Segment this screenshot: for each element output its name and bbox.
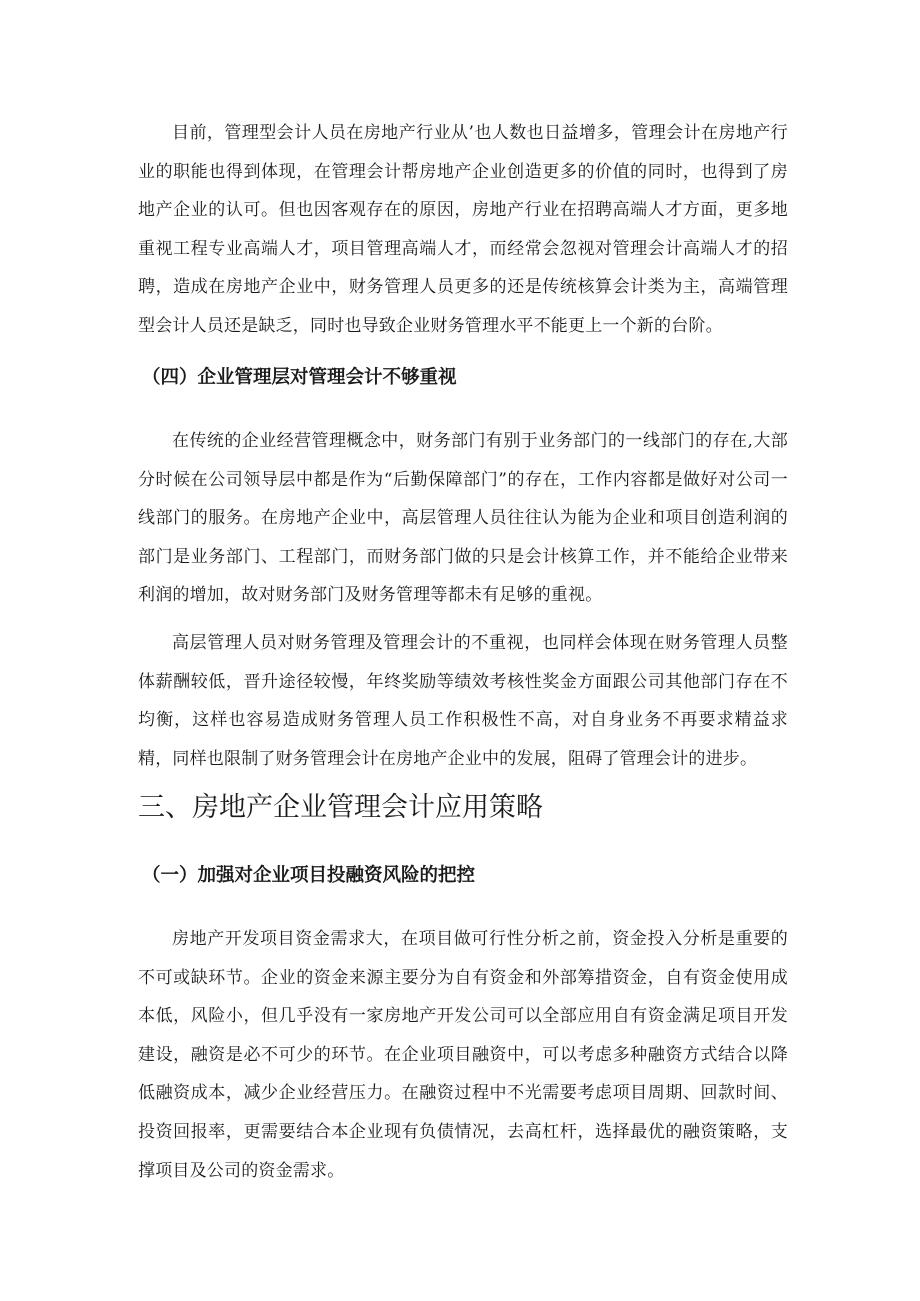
paragraph-traditional-concept: 在传统的企业经营管理概念中，财务部门有别于业务部门的一线部门的存在,大部分时候在公司领导层中都是作为“后勤保障部门”的存在，工作内容都是做好对公司一线部门的服务。在房地产企业中，高层管理人员往往认为能为企业和项目创造利润的部门是业务部门、工程部门，而财务部门做的只是会计核算工作，并不能给企业带来利润的增加，故对财务部门及财务管理等都未有足够的重视。 <box>138 431 788 606</box>
section-heading-strategies: 三、房地产企业管理会计应用策略 <box>138 792 543 823</box>
paragraph-talent-shortage: 目前，管理型会计人员在房地产行业从’也人数也日益增多，管理会计在房地产行业的职能也得到体现，在管理会计帮房地产企业创造更多的价值的同时，也得到了房地产企业的认可。但也因客观存在的原因，房地产行业在招聘高端人才方面，更多地重视工程专业高端人才，项目管理高端人才，而经常会忽视对管理会计高端人才的招聘，造成在房地产企业中，财务管理人员更多的还是传统核算会计类为主，高端管理型会计人员还是缺乏，同时也导致企业财务管理水平不能更上一个新的台阶。 <box>138 123 788 336</box>
subheading-financing-risk: （一）加强对企业项目投融资风险的把控 <box>142 865 476 886</box>
subheading-management-neglect: （四）企业管理层对管理会计不够重视 <box>142 367 457 388</box>
paragraph-low-salary: 高层管理人员对财务管理及管理会计的不重视，也同样会体现在财务管理人员整体薪酬较低，晋升途径较慢，年终奖励等绩效考核性奖金方面跟公司其他部门存在不均衡，这样也容易造成财务管理人员工作积极性不高，对自身业务不再要求精益求精，同样也限制了财务管理会计在房地产企业中的发展，阻碍了管理会计的进步。 <box>138 633 788 769</box>
paragraph-financing-needs: 房地产开发项目资金需求大，在项目做可行性分析之前，资金投入分析是重要的不可或缺环节。企业的资金来源主要分为自有资金和外部筹措资金，自有资金使用成本低，风险小，但几乎没有一家房地产开发公司可以全部应用自有资金满足项目开发建设，融资是必不可少的环节。在企业项目融资中，可以考虑多种融资方式结合以降低融资成本，减少企业经营压力。在融资过程中不光需要考虑项目周期、回款时间、投资回报率，更需要结合本企业现有负债情况，去高杠杆，选择最优的融资策略，支撑项目及公司的资金需求。 <box>138 929 788 1181</box>
